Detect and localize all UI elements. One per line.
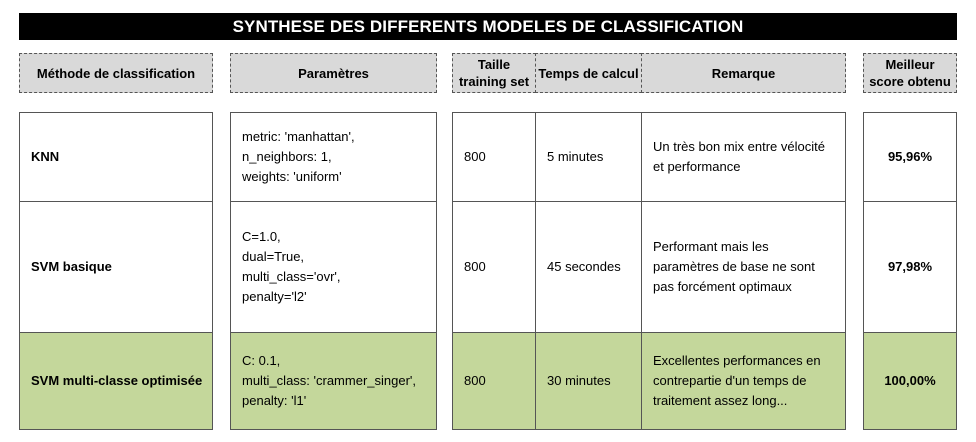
header-method: Méthode de classification	[19, 53, 213, 93]
row-knn-remark: Un très bon mix entre vélocité et performance	[641, 112, 846, 202]
row-svm-optimized-params: C: 0.1, multi_class: 'crammer_singer', penalty: 'l1'	[230, 332, 437, 430]
row-knn-training-size: 800	[452, 112, 536, 202]
header-params: Paramètres	[230, 53, 437, 93]
header-best-score: Meilleur score obtenu	[863, 53, 957, 93]
row-knn-method: KNN	[19, 112, 213, 202]
row-knn-params: metric: 'manhattan', n_neighbors: 1, weights: 'uniform'	[230, 112, 437, 202]
row-svm-basic-best-score: 97,98%	[863, 201, 957, 333]
row-svm-basic-compute-time: 45 secondes	[535, 201, 642, 333]
header-training-size: Taille training set	[452, 53, 536, 93]
row-svm-optimized-method: SVM multi-classe optimisée	[19, 332, 213, 430]
row-knn-best-score: 95,96%	[863, 112, 957, 202]
row-svm-optimized-remark: Excellentes performances en contrepartie d'un temps de traitement assez long...	[641, 332, 846, 430]
table-title: SYNTHESE DES DIFFERENTS MODELES DE CLASSIFICATION	[19, 13, 957, 40]
row-svm-optimized-compute-time: 30 minutes	[535, 332, 642, 430]
row-svm-optimized-best-score: 100,00%	[863, 332, 957, 430]
row-svm-basic-params: C=1.0, dual=True, multi_class='ovr', penalty='l2'	[230, 201, 437, 333]
header-remark: Remarque	[641, 53, 846, 93]
row-svm-basic-method: SVM basique	[19, 201, 213, 333]
row-svm-optimized-training-size: 800	[452, 332, 536, 430]
header-compute-time: Temps de calcul	[535, 53, 642, 93]
row-svm-basic-training-size: 800	[452, 201, 536, 333]
row-svm-basic-remark: Performant mais les paramètres de base ne sont pas forcément optimaux	[641, 201, 846, 333]
row-knn-compute-time: 5 minutes	[535, 112, 642, 202]
